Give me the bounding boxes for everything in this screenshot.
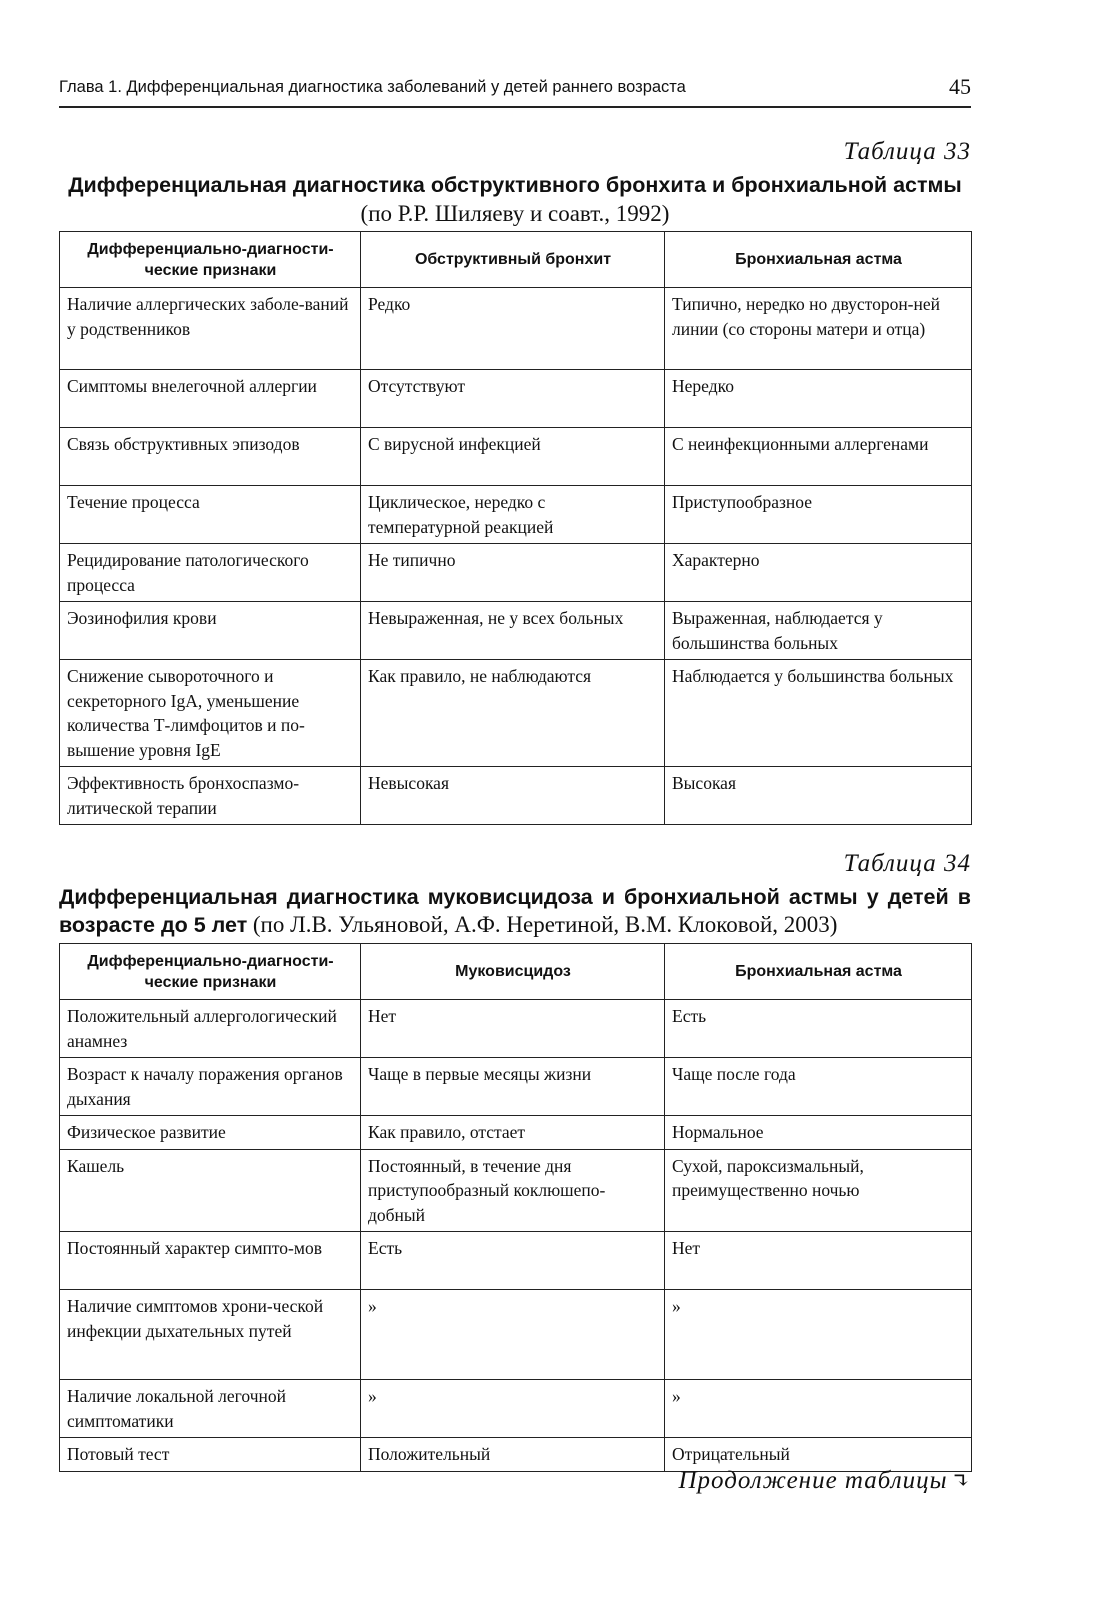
table-cell: Циклическое, нередко с температурной реакцией [361,486,665,544]
table-33 [59,231,972,825]
table-cell: Сухой, пароксизмальный, преимущественно ночью [665,1149,972,1232]
table-cell: Чаще в первые месяцы жизни [361,1058,665,1116]
table-33-title-text: Дифференциальная диагностика обструктивного бронхита и бронхиальной астмы [68,173,962,197]
page-header [59,72,971,108]
table-cell: Наличие симптомов хрони-ческой инфекции дыхательных путей [60,1290,361,1380]
table-row [60,1380,972,1438]
table-cell: Рецидирование патологического процесса [60,544,361,602]
table-cell: Связь обструктивных эпизодов [60,428,361,486]
table-cell: Нередко [665,370,972,428]
table-cell: Редко [361,288,665,370]
table-row [60,1290,972,1380]
table-cell: Снижение сывороточного и секреторного IgA, уменьшение количества Т-лимфоцитов и по-вышение уровня IgE [60,660,361,767]
table34-column-header: Дифференциально-диагности-ческие признаки [60,944,361,1000]
table-cell: Высокая [665,767,972,825]
table-cell: Невыраженная, не у всех больных [361,602,665,660]
table-row [60,602,972,660]
table-cell: Физическое развитие [60,1116,361,1150]
table-cell: Положительный аллергологический анамнез [60,1000,361,1058]
table-34-title [59,883,971,939]
table34-column-header: Муковисцидоз [361,944,665,1000]
continuation-note [679,1467,972,1495]
table-cell: Нет [361,1000,665,1058]
table-cell: Характерно [665,544,972,602]
table-cell: С вирусной инфекцией [361,428,665,486]
table-cell: » [361,1380,665,1438]
table-row [60,1000,972,1058]
table-row [60,544,972,602]
table-cell: Наличие аллергических заболе-ваний у родственников [60,288,361,370]
table-33-title [59,171,971,227]
table-row [60,370,972,428]
table-cell: » [361,1290,665,1380]
table-cell: Наличие локальной легочной симптоматики [60,1380,361,1438]
table-34-source: (по Л.В. Ульяновой, А.Ф. Неретиной, В.М. Клоковой, 2003) [252,912,838,937]
table-cell: Наблюдается у большинства больных [665,660,972,767]
table-cell: Как правило, отстает [361,1116,665,1150]
table-cell: Нормальное [665,1116,972,1150]
table-cell: Постоянный характер симпто-мов [60,1232,361,1290]
table-cell: Отсутствуют [361,370,665,428]
table-34-title-text: Дифференциальная диагностика муковисцидоза и бронхиальной астмы у детей в возрасте до 5 лет [59,885,971,937]
table34-column-header: Бронхиальная астма [665,944,972,1000]
table-cell: Течение процесса [60,486,361,544]
table-cell: Возраст к началу поражения органов дыхания [60,1058,361,1116]
table33-column-header: Обструктивный бронхит [361,232,665,288]
table33-column-header: Бронхиальная астма [665,232,972,288]
table-33-header-row [60,232,972,288]
table-cell: Кашель [60,1149,361,1232]
table-cell: » [665,1380,972,1438]
table-row [60,1149,972,1232]
table-cell: » [665,1290,972,1380]
table-row [60,660,972,767]
table-cell: Не типично [361,544,665,602]
table-row [60,1116,972,1150]
running-head: Глава 1. Дифференциальная диагностика заболеваний у детей раннего возраста [59,78,686,96]
table-cell: Положительный [361,1438,665,1472]
table-cell: Невысокая [361,767,665,825]
table-cell: Нет [665,1232,972,1290]
table-cell: Симптомы внелегочной аллергии [60,370,361,428]
table-row [60,1232,972,1290]
table-cell: Есть [361,1232,665,1290]
table-cell: Типично, нередко но двусторон-ней линии (со стороны матери и отца) [665,288,972,370]
table-34 [59,943,972,1472]
table-cell: Есть [665,1000,972,1058]
table-cell: Эозинофилия крови [60,602,361,660]
continuation-arrow-icon: ↴ [951,1468,971,1493]
page-number: 45 [949,74,971,99]
continuation-text: Продолжение таблицы [678,1467,948,1494]
table-cell: Выраженная, наблюдается у большинства больных [665,602,972,660]
table-33-source: (по Р.Р. Шиляеву и соавт., 1992) [360,201,670,226]
table-34-header-row [60,944,972,1000]
table-cell: Эффективность бронхоспазмо-литической терапии [60,767,361,825]
table-row [60,486,972,544]
table-33-number: Таблица 33 [843,138,971,165]
table-row [60,1438,972,1472]
table-cell: Отрицательный [665,1438,972,1472]
table-row [60,767,972,825]
table-cell: Постоянный, в течение дня приступообразный коклюшепо-добный [361,1149,665,1232]
table-cell: Как правило, не наблюдаются [361,660,665,767]
table-row [60,428,972,486]
table-row [60,1058,972,1116]
table-cell: С неинфекционными аллергенами [665,428,972,486]
table-cell: Чаще после года [665,1058,972,1116]
table33-column-header: Дифференциально-диагности-ческие признаки [60,232,361,288]
table-cell: Приступообразное [665,486,972,544]
table-row [60,288,972,370]
table-cell: Потовый тест [60,1438,361,1472]
table-34-number: Таблица 34 [843,850,971,877]
